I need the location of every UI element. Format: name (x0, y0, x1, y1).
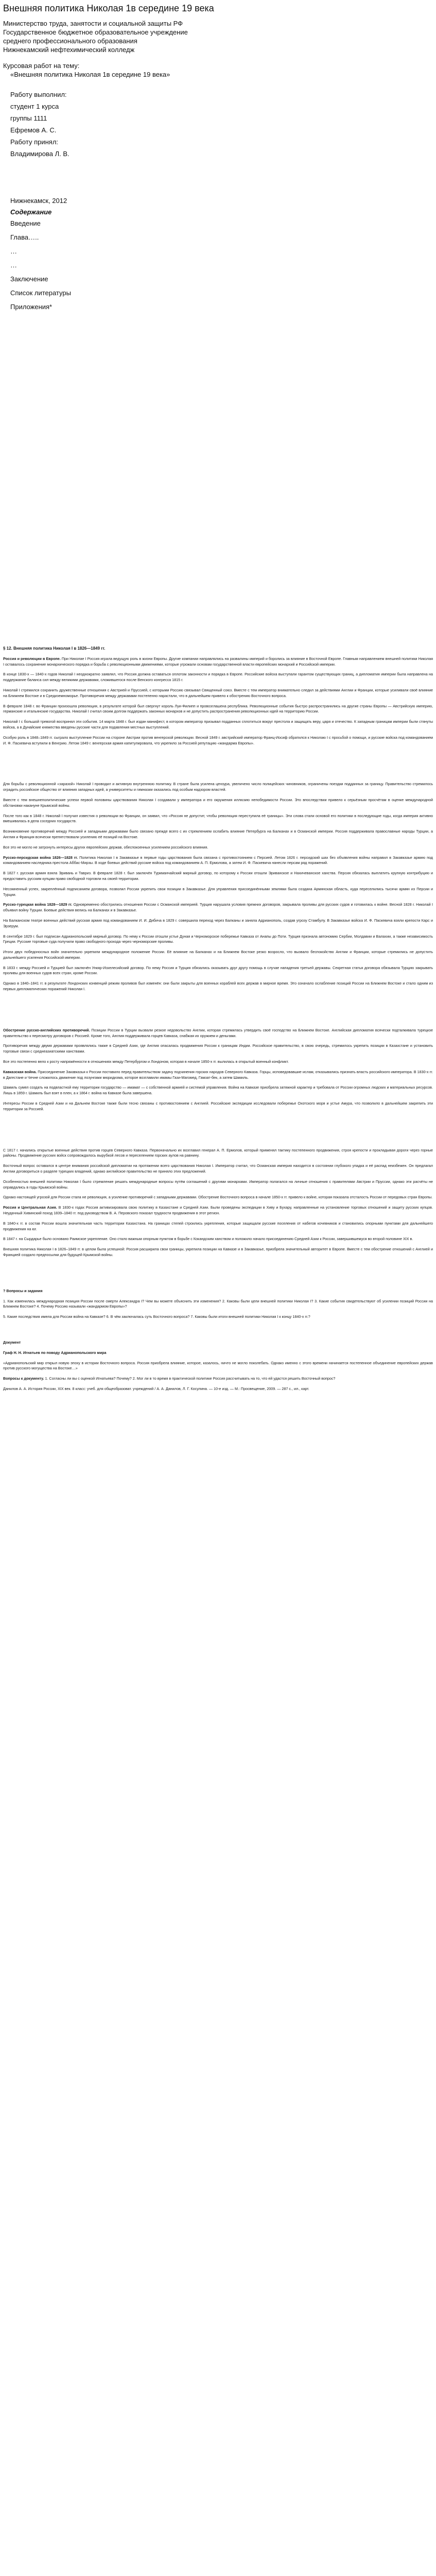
document-title: Граф Н. Н. Игнатьев по поводу Адрианопольского мира (3, 1350, 107, 1355)
toc-item: … (10, 261, 17, 269)
paragraph: В 1840-х гг. в состав России вошла значительная часть территории Казахстана. На границах степей строились укрепления, которые защищали русские поселения от набегов кочевников и становились опорными пунктами для дальнейшего продвижения на юг. (3, 1221, 433, 1231)
paragraph: Возникновение противоречий между Россией и западными державами было связано прежде всего с их стремлением ослабить влияние Петербурга на Балканах и в Османской империи. Россия поддерживала православные народы Турции, а Англия и Франция всячески препятствовали усилению её позиций на Востоке. (3, 829, 433, 839)
paragraph: Россия и Центральная Азия. В 1830-х годах Россия активизировала свою политику в Казахстане и Средней Азии. Были проведены экспедиции в Хиву и Бухару, направленные на установление торговых отношений и защиту русских купцов. Неудачный Хивинский поход 1839–1840 гг. под руководством В. А. Перовского показал трудности продвижения в этот регион. (3, 1205, 433, 1216)
paragraph: Николай I с большой тревогой воспринял эти события. 14 марта 1848 г. был издан манифест, в котором император призывал подданных сплотиться вокруг престола и защищать веру, царя и отечество. К западным границам империи были стянуты войска, а в Дунайские княжества введены русские части для подавления местных выступлений. (3, 719, 433, 730)
paragraph: Несомненный успех, закреплённый подписанием договора, позволил России укрепить свои позиции в Закавказье. Для управления присоединёнными землями была создана Армянская область, куда переселились тысячи армян из Персии и Турции. (3, 886, 433, 897)
paragraph: Однако настоящей угрозой для России стала не революция, а усиление противоречий с западными державами. Обострение Восточного вопроса в начале 1850-х гг. привело к войне, которая показала отсталость России от передовых стран Европы. (3, 1195, 433, 1200)
question-text: 1. Как изменилась международная позиция России после смерти Александра I? Чем вы можете объяснить эти изменения? 2. Каковы были цели внешней политики Николая I? 3. Какие события свидетельствуют об усилении позиций России на Ближнем Востоке? 4. Почему Россию называли «жандармом Европы»? (3, 1298, 433, 1309)
paragraph: Николай I стремился сохранить дружественные отношения с Австрией и Пруссией, с которыми Россию связывал Священный союз. Вместе с тем император внимательно следил за действиями Англии и Франции, которые усиливали своё влияние на Ближнем Востоке и в Средиземноморье. Противоречия между державами постепенно нарастали, что в дальнейшем привело к обострению Восточного вопроса. (3, 687, 433, 698)
section-4 (3, 1148, 433, 1258)
question-text: 5. Какие последствия имела для России война на Кавказе? 6. В чём заключалась суть Восточного вопроса? 7. Каковы были итоги внешней политики Николая I к концу 1840-х гг.? (3, 1314, 310, 1319)
document-text: «Адрианопольский мир открыл новую эпоху в истории Восточного вопроса. Россия приобрела влияние, которое, казалось, ничто не могло поколебать. Однако именно с этого времени начинается постепенное объединение европейских держав против русского могущества на Востоке…» (3, 1360, 433, 1371)
paragraph: Русско-турецкая война 1828—1829 гг. Одновременно обострились отношения России с Османской империей. Турция нарушала условия прежних договоров, закрывала проливы для русских судов и готовилась к войне. Весной 1828 г. Николай I объявил войну Турции. Боевые действия велись на Балканах и в Закавказье. (3, 902, 433, 913)
paragraph: Для борьбы с революционной «заразой» Николай I проводил и активную внутреннюю политику. В стране была усилена цензура, увеличено число полицейских чиновников, ограничены поездки подданных за границу. Правительство стремилось оградить российское общество от влияния западных идей, а университеты и гимназии оказались под особым надзором властей. (3, 782, 433, 792)
paragraph: Особую роль в 1848–1849 гг. сыграло выступление России на стороне Австрии против венгерской революции. Весной 1849 г. австрийский император Франц-Иосиф обратился к Николаю I с просьбой о помощи, и русские войска под командованием И. Ф. Паскевича вступили в Венгрию. Летом 1849 г. венгерская армия капитулировала, что укрепило за Россией репутацию «жандарма Европы». (3, 735, 433, 745)
toc-block (3, 196, 433, 311)
course-label: Курсовая работ на тему: (3, 62, 80, 70)
questions-title: ? Вопросы и задания (3, 1288, 43, 1293)
paragraph: Шамиль сумел создать на подвластной ему территории государство — имамат — с собственной армией и системой управления. Война на Кавказе приобрела затяжной характер и требовала от России огромных людских и материальных ресурсов. Лишь в 1859 г. Шамиль был взят в плен, а к 1864 г. война на Кавказе была завершена. (3, 1085, 433, 1096)
paragraph: Однако в 1840–1841 гг. в результате Лондонских конвенций режим проливов был изменён: они были закрыты для военных кораблей всех держав в мирное время. Это означало ослабление позиций России на Ближнем Востоке и стало одним из первых дипломатических поражений Николая I. (3, 981, 433, 992)
toc-item: Введение (10, 219, 41, 227)
main-text (3, 646, 433, 1392)
work-line: Работу выполнил: (10, 91, 67, 98)
section-title: § 12. Внешняя политика Николая I в 1826—1849 гг. (3, 646, 106, 651)
toc-item: … (10, 247, 17, 255)
paragraph: Противоречия между двумя державами проявлялись также в Средней Азии, где Англия опасалась продвижения России к границам Индии. Российское правительство, в свою очередь, стремилось укрепить позиции в Казахстане и установить торговые связи с среднеазиатскими ханствами. (3, 1043, 433, 1054)
paragraph: Внешняя политика Николая I в 1826–1849 гг. в целом была успешной: Россия расширила свои границы, укрепила позиции на Кавказе и в Закавказье, приобрела значительный авторитет в Европе. Вместе с тем обострение отношений с Англией и Францией создало предпосылки для будущей Крымской войны. (3, 1247, 433, 1257)
paragraph: В 1833 г. между Россией и Турцией был заключён Ункяр-Искелесийский договор. По нему Россия и Турция обязались оказывать друг другу помощь в случае нападения третьей державы. Секретная статья договора обязывала Турцию закрывать проливы для военных судов всех стран, кроме России. (3, 965, 433, 976)
city-year: Нижнекамск, 2012 (10, 197, 67, 205)
paragraph: В конце 1830-х — 1840-х годов Николай I неоднократно заявлял, что Россия должна оставаться оплотом законности и порядка в Европе. Российские войска выступали гарантом существующих границ, а дипломатия империи была направлена на поддержание баланса сил между великими державами, сложившегося после Венского конгресса 1815 г. (3, 672, 433, 683)
header-line: Министерство труда, занятости и социальной защиты РФ (3, 20, 183, 27)
section-1 (3, 656, 433, 747)
work-line: группы 1111 (10, 114, 47, 122)
header-block (3, 19, 433, 54)
course-theme-block (3, 61, 433, 79)
paragraph: Вместе с тем внешнеполитические успехи первой половины царствования Николая I создавали у императора и его окружения иллюзию непобедимости России. Это впоследствии привело к серьёзным просчётам в оценке международной обстановки накануне Крымской войны. (3, 797, 433, 808)
paragraph: Особенностью внешней политики Николая I было стремление решать международные вопросы путём соглашений с другими монархами. Император полагался на личные отношения с правителями Австрии и Пруссии, однако эти расчёты не оправдались в годы Крымской войны. (3, 1179, 433, 1190)
paragraph: С 1817 г. начались открытые военные действия против горцев Северного Кавказа. Первоначально их возглавил генерал А. П. Ермолов, который применял тактику постепенного продвижения, строя крепости и прокладывая дороги через горные районы. Продвижение русских войск сопровождалось вырубкой лесов и переселением горских аулов на равнину. (3, 1147, 433, 1158)
header-line: среднего профессионального образования (3, 37, 137, 45)
toc-item: Заключение (10, 275, 48, 283)
paragraph: Все это не могло не затронуть интересы других европейских держав, обеспокоенных усилением российского влияния. (3, 844, 208, 850)
work-line: Работу принял: (10, 138, 59, 146)
work-info (3, 90, 433, 158)
paragraph: Все это постепенно вело к росту напряжённости в отношениях между Петербургом и Лондоном, которая в начале 1850-х гг. вылилась в открытый военный конфликт. (3, 1059, 289, 1064)
toc-title: Содержание (10, 208, 52, 216)
paragraph: Русско-персидская война 1826—1828 гг. Политика Николая I в Закавказье в первые годы царствования была связана с противостоянием с Персией. Летом 1826 г. персидский шах без объявления войны направил в Закавказье армию под командованием наследника престола Аббас-Мирзы. В ходе боевых действий русские войска под командованием А. П. Ермолова, а затем И. Ф. Паскевича нанесли персам ряд поражений. (3, 855, 433, 866)
paragraph: В 1847 г. на Сырдарье было основано Раимское укрепление. Оно стало важным опорным пунктом в борьбе с Кокандским ханством и положило начало присоединению Средней Азии к России, завершившемуся во второй половине XIX в. (3, 1236, 413, 1242)
work-line: Владимирова Л. В. (10, 150, 69, 158)
header-line: Нижнекамский нефтехимический колледж (3, 46, 135, 54)
header-line: Государственное бюджетное образовательное учреждение (3, 28, 188, 36)
paragraph: На Балканском театре военных действий русская армия под командованием И. И. Дибича в 1829 г. совершила переход через Балканы и заняла Адрианополь, создав угрозу Стамбулу. В Закавказье войска И. Ф. Паскевича взяли крепости Карс и Эрзерум. (3, 918, 433, 928)
paragraph: Интересы России в Средней Азии и на Дальнем Востоке также были тесно связаны с противостоянием с Англией. Российские экспедиции исследовали побережье Охотского моря и устье Амура, что позволило в дальнейшем закрепить эти территории за Россией. (3, 1101, 433, 1111)
section-2 (3, 782, 433, 992)
work-line: Ефремов А. С. (10, 126, 57, 134)
source-citation: Данилов А. А. История России, XIX век. 8 класс: учеб. для общеобразоват. учреждений / А. А. Данилов, Л. Г. Косулина. — 10-е изд. — М.: Просвещение, 2009. — 287 с., ил., карт. (3, 1386, 309, 1391)
paragraph: В 1827 г. русская армия взяла Эривань и Тавриз. В феврале 1828 г. был заключён Туркманчайский мирный договор, по которому к России отошли Эриванское и Нахичеванское ханства. Персия обязалась выплатить крупную контрибуцию и предоставить русским купцам право свободной торговли на своей территории. (3, 871, 433, 881)
toc-item: Список литературы (10, 289, 71, 297)
paragraph: Восточный вопрос оставался в центре внимания российской дипломатии на протяжении всего царствования Николая I. Император считал, что Османская империя находится в состоянии глубокого упадка и её распад неизбежен. Он предлагал Англии договориться о разделе турецких владений, однако английское правительство не приняло этих предложений. (3, 1163, 433, 1174)
paragraph: В сентябре 1829 г. был подписан Адрианопольский мирный договор. По нему к России отошли устье Дуная и Черноморское побережье Кавказа от Анапы до Поти. Турция признала автономию Сербии, Молдавии и Валахии, а также независимость Греции. Русские торговые суда получили право свободного прохода через черноморские проливы. (3, 934, 433, 944)
section-3 (3, 1028, 433, 1112)
document-label: Документ (3, 1340, 21, 1345)
paragraph: Итоги двух победоносных войн значительно укрепили международное положение России. Её влияние на Балканах и на Ближнем Востоке резко возросло, что вызвало беспокойство Англии и Франции, которые стремились не допустить дальнейшего усиления Российской империи. (3, 950, 433, 960)
work-line: студент 1 курса (10, 103, 59, 110)
paragraph: В феврале 1848 г. во Франции произошла революция, в результате которой был свергнут король Луи-Филипп и провозглашена республика. Революционные события быстро распространились на другие страны Европы — Австрийскую империю, германские и итальянские государства. Николай I считал своим долгом поддержать законных монархов и не допустить распространения революционных идей на территорию России. (3, 703, 433, 714)
paragraph: После того как в 1848 г. Николай I получил известия о революции во Франции, он заявил, что «Россия не допустит, чтобы революция переступила её границы». Эти слова стали основой его политики в последующие годы, когда империя активно вмешивалась в дела соседних государств. (3, 813, 433, 824)
document-title: Внешняя политика Николая 1в середине 19 века (3, 3, 214, 13)
document-questions: Вопросы к документу. 1. Согласны ли вы с оценкой Игнатьева? Почему? 2. Мог ли в то время в практической политике Россия рассчитывать на то, что ей удастся решить Восточный вопрос? (3, 1376, 336, 1381)
paragraph: Россия и революции в Европе. При Николае I Россия играла ведущую роль в жизни Европы. Другие компании направлялись на развалины империй и боролись за влияние в Восточной Европе. Главным направлением внешней политики Николая I оставалось сохранение монархического порядка и борьба с революционными движениями, которые угрожали основам государственной власти европейских монархий и Российской империи. (3, 656, 433, 667)
toc-item: Приложения* (10, 303, 53, 311)
course-theme: «Внешняя политика Николая 1в середине 19 века» (10, 71, 170, 78)
paragraph: Кавказская война. Присоединение Закавказья к России поставило перед правительством задачу подчинения горских народов Северного Кавказа. Горцы, исповедовавшие ислам, отказывались признать власть российского императора. В 1830-х гг. в Дагестане и Чечне сложилось движение под лозунгами мюридизма, которое возглавили имамы Гази-Магомед, Гамзат-бек, а затем Шамиль. (3, 1069, 433, 1080)
paragraph: Обострение русско-английских противоречий. Позиции России в Турции вызвали резкое недовольство Англии, которая стремилась утвердить своё господство на Ближнем Востоке. Английская дипломатия всячески подталкивала турецкое правительство к пересмотру договоров с Россией. Кроме того, Англия поддерживала горцев Кавказа, снабжая их оружием и деньгами. (3, 1027, 433, 1038)
toc-item: Глава….. (10, 233, 39, 241)
